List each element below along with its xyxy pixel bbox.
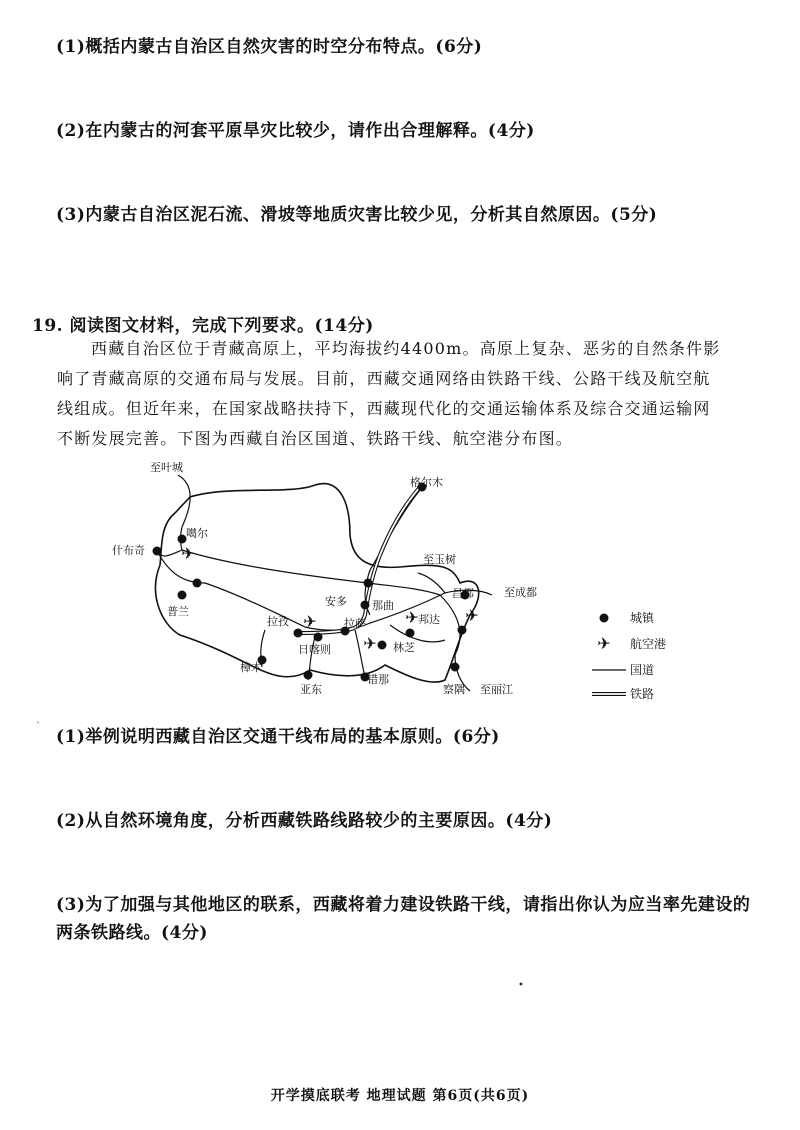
town-west2 [193,579,202,588]
question-18-2: (2)在内蒙古的河套平原旱灾比较少，请作出合理解释。(4分) [56,121,535,141]
town-anduo [364,579,373,588]
label-rikaze: 日喀则 [298,643,331,656]
question-19-passage: 西藏自治区位于青藏高原上，平均海拔约4400m。高原上复杂、恶劣的自然条件影响了青藏高原的交通布局与发展。目前，西藏交通网络由铁路干线、公路干线及航空航线组成。但近年来，在国家战略扶持下，西藏现代化的交通运输体系及综合交通运输网不断发展完善。下图为西藏自治区国道、铁路干线、航空港分布图。 [57,339,721,448]
question-19-1: (1)举例说明西藏自治区交通干线布局的基本原则。(6分) [56,727,500,747]
question-19-3-line1: (3)为了加强与其他地区的联系，西藏将着力建设铁路干线，请指出你认为应当率先建设的 [56,895,751,915]
legend-town: 城镇 [630,611,655,625]
legend-airport-icon: ✈ [597,634,611,653]
label-yadong: 亚东 [300,683,322,696]
label-yushu: 至玉树 [423,553,456,566]
road-golmud [365,490,420,615]
label-linzhi: 林芝 [393,641,415,654]
question-19-title: 19. 阅读图文材料，完成下列要求。(14分) [32,316,374,336]
tibet-transport-map [100,455,560,705]
label-chayu: 察隅 [443,683,465,696]
town-lazi [294,629,303,638]
map-legend [590,600,690,700]
town-shibuqi [153,547,162,556]
label-lazi: 拉孜 [267,615,289,628]
town-chayu [451,663,460,672]
legend-town-symbol [600,614,609,623]
airport-ali: ✈ [181,544,195,563]
legend-airport: 航空港 [630,637,667,651]
label-gaer: 噶尔 [186,527,208,540]
legend-road: 国道 [630,663,655,677]
town-naqu [361,601,370,610]
label-golmud: 格尔木 [410,476,443,489]
label-cuona: 错那 [367,673,389,686]
label-zhangmu: 樟木 [240,661,262,674]
airport-rikaze: ✈ [303,612,317,631]
page-footer: 开学摸底联考 地理试题 第6页(共6页) [270,1088,530,1104]
road-linzhi-loop [390,625,445,642]
town-rikaze [314,633,323,642]
label-lasa: 拉萨 [344,617,366,630]
question-19-3-line2: 两条铁路线。(4分) [56,923,208,943]
label-shibuqi: 什布奇 [112,544,145,557]
town-linzhi [378,641,387,650]
label-chengdu: 至成都 [504,586,537,599]
stray-mark: ˋ [36,722,41,733]
town-pulan [178,591,187,600]
question-18-1: (1)概括内蒙古自治区自然灾害的时空分布特点。(6分) [56,37,483,57]
label-yecheng: 至叶城 [150,461,183,474]
label-anduo: 安多 [325,595,347,608]
label-changdu: 昌都 [452,587,474,600]
legend-rail: 铁路 [630,687,655,700]
question-18-3: (3)内蒙古自治区泥石流、滑坡等地质灾害比较少见，分析其自然原因。(5分) [56,205,658,225]
airport-linzhi: ✈ [405,608,419,627]
stray-dot: • [518,980,524,991]
town-east [458,626,467,635]
label-lijiang: 至丽江 [480,683,513,696]
label-naqu: 那曲 [372,599,394,612]
label-pulan: 普兰 [167,605,189,618]
town-bangda [406,629,415,638]
airport-changdu: ✈ [465,606,479,625]
airport-lasa: ✈ [363,634,377,653]
question-19-2: (2)从自然环境角度，分析西藏铁路线路较少的主要原因。(4分) [56,811,553,831]
label-bangda: 邦达 [418,613,440,626]
town-yadong [304,671,313,680]
